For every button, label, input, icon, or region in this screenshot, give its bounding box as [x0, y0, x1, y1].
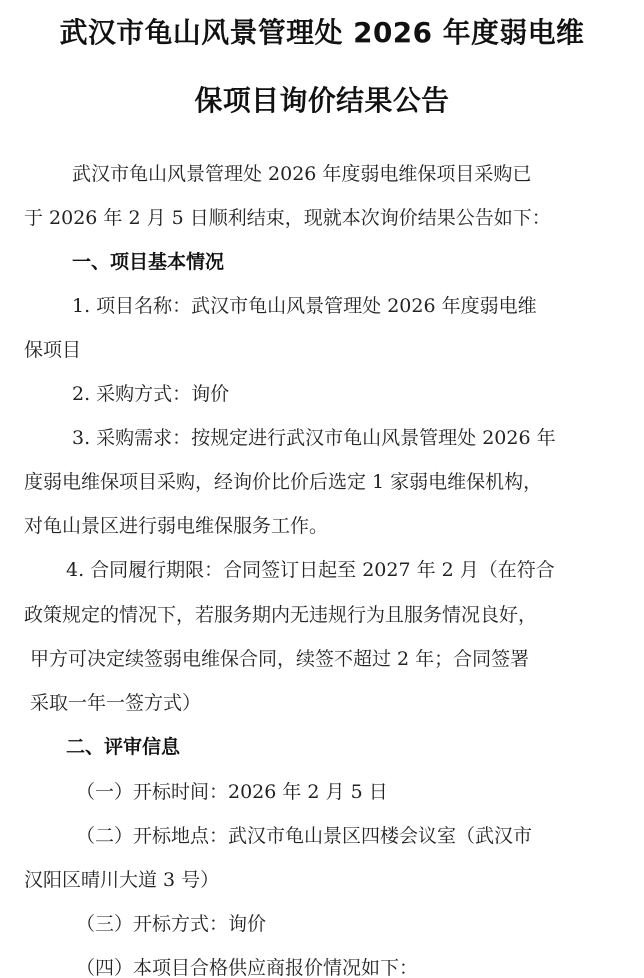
intro-paragraph-line-2: 于 2026 年 2 月 5 日顺利结束，现就本次询价结果公告如下：: [24, 207, 551, 229]
section-heading-basic-info: 一、项目基本情况: [72, 251, 225, 273]
review-opening-location-line-1: （二）开标地点：武汉市龟山景区四楼会议室（武汉市: [76, 825, 533, 847]
item-contract-term-line-3: 甲方可决定续签弱电维保合同，续签不超过 2 年；合同签署: [30, 648, 530, 670]
item-contract-term-line-2: 政策规定的情况下，若服务期内无违规行为且服务情况良好，: [24, 604, 538, 626]
intro-paragraph-line-1: 武汉市龟山风景管理处 2026 年度弱电维保项目采购已: [72, 163, 532, 185]
item-requirement-line-2: 度弱电维保项目采购，经询价比价后选定 1 家弱电维保机构，: [24, 471, 543, 493]
review-opening-location-line-2: 汉阳区晴川大道 3 号）: [24, 869, 220, 891]
section-heading-review-info: 二、评审信息: [66, 736, 181, 758]
item-procurement-method: 2. 采购方式：询价: [72, 383, 230, 405]
item-requirement-line-1: 3. 采购需求：按规定进行武汉市龟山风景管理处 2026 年: [72, 427, 556, 449]
item-contract-term-line-4: 采取一年一签方式）: [30, 692, 202, 714]
item-requirement-line-3: 对龟山景区进行弱电维保服务工作。: [24, 515, 329, 537]
document-title-line-1: 武汉市龟山风景管理处 2026 年度弱电维: [59, 16, 585, 49]
item-contract-term-line-1: 4. 合同履行期限：合同签订日起至 2027 年 2 月（在符合: [66, 559, 555, 581]
document-title-line-2: 保项目询价结果公告: [194, 84, 450, 117]
item-project-name-line-1: 1. 项目名称：武汉市龟山风景管理处 2026 年度弱电维: [72, 295, 537, 317]
item-project-name-line-2: 保项目: [24, 339, 82, 361]
review-bidder-quotes: （四）本项目合格供应商报价情况如下：: [76, 957, 419, 978]
review-opening-time: （一）开标时间：2026 年 2 月 5 日: [76, 781, 388, 803]
review-opening-method: （三）开标方式：询价: [76, 913, 267, 935]
